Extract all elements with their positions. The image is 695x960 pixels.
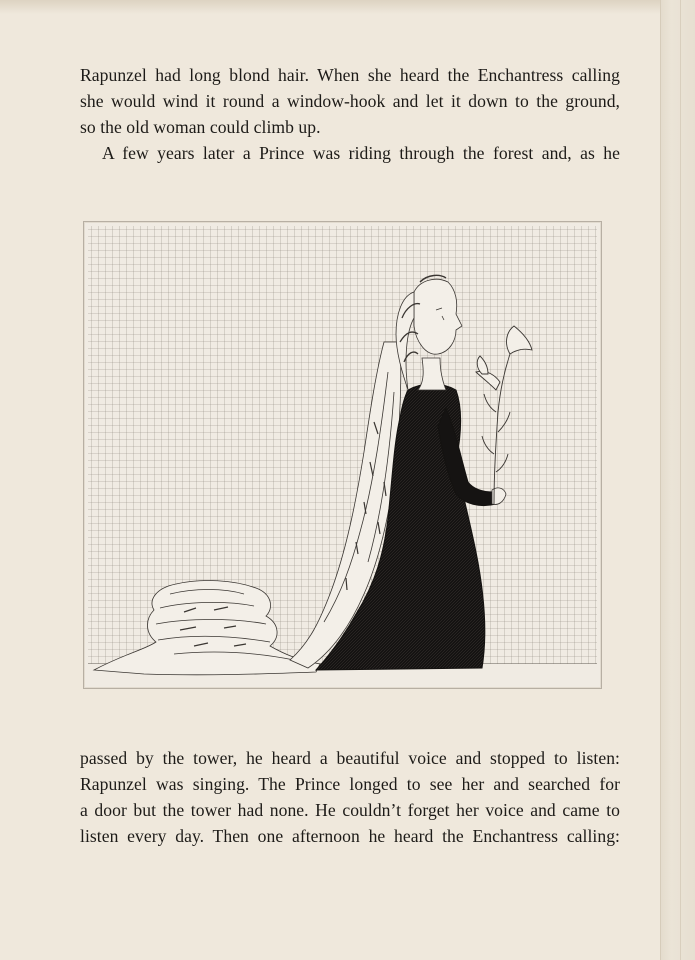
text-line: Rapunzel had long blond hair. When she heard the Enchantress calling <box>80 65 620 85</box>
text-line: so the old woman could climb up. <box>80 117 321 137</box>
story-text-top <box>80 62 620 166</box>
text-line: a door but the tower had none. He couldn’t forget her voice and came to <box>80 800 620 820</box>
etching-plate <box>83 221 602 689</box>
story-text-bottom <box>80 745 620 849</box>
text-line: Rapunzel was singing. The Prince longed to see her and searched for <box>80 774 620 794</box>
text-line: A few years later a Prince was riding through the forest and, as he <box>102 143 620 163</box>
text-line: passed by the tower, he heard a beautiful voice and stopped to listen: <box>80 748 620 768</box>
text-line: listen every day. Then one afternoon he heard the Enchantress calling: <box>80 826 620 846</box>
page-top-edge <box>0 0 695 14</box>
rapunzel-etching <box>84 222 601 688</box>
text-line: she would wind it round a window-hook and let it down to the ground, <box>80 91 620 111</box>
page-right-edge <box>660 0 695 960</box>
